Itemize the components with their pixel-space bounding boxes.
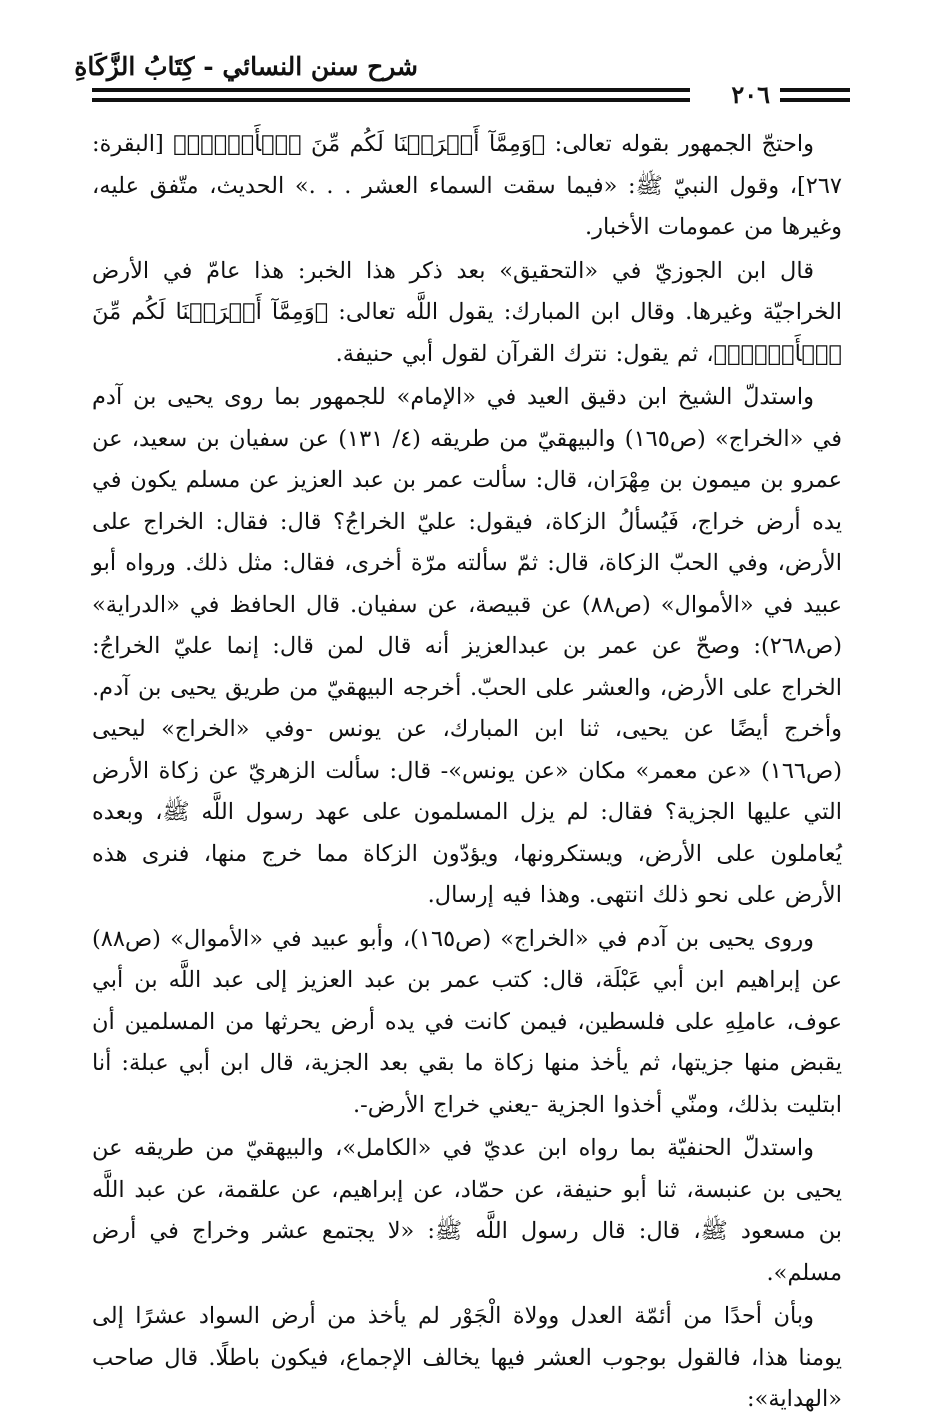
header-rule xyxy=(92,80,850,109)
paragraph-3: واستدلّ الشيخ ابن دقيق العيد في «الإمام» للجمهور بما روى يحيى بن آدم في «الخراج» (ص١٦٥) والبيهقيّ من طريقه (٤/ ١٣١) عن سفيان بن سعيد، عن عمرو بن ميمون بن مِهْرَان، قال: سألت عمر بن عبد العزيز عن مسلم يكون في يده أرض خراج، فَيُسألُ الزكاة، فيقول: عليّ الخراجُ؟ قال: فقال: الخراج على الأرض، وفي الحبّ الزكاة، قال: ثمّ سألته مرّة أخرى، فقال: مثل ذلك. ورواه أبو عبيد في «الأموال» (ص٨٨) عن قبيصة، عن سفيان. قال الحافظ في «الدراية» (ص٢٦٨): وصحّ عن عمر بن عبدالعزيز أنه قال لمن قال: إنما عليّ الخراجُ: الخراج على الأرض، والعشر على الحبّ. أخرجه البيهقيّ من طريق يحيى بن آدم. وأخرج أيضًا عن يحيى، ثنا ابن المبارك، عن يونس -وفي «الخراج» ليحيى (ص١٦٦) «عن معمر» مكان «عن يونس»- قال: سألت الزهريّ عن زكاة الأرض التي عليها الجزية؟ فقال: لم يزل المسلمون على عهد رسول اللَّه ﷺ، وبعده يُعاملون على الأرض، ويستكرونها، ويؤدّون الزكاة مما خرج منها، فنرى هذه الأرض على نحو ذلك انتهى. وهذا فيه إرسال. xyxy=(92,384,843,908)
header-rule-right-top xyxy=(780,88,850,92)
header-rule-left-top xyxy=(92,88,690,92)
paragraph-2: قال ابن الجوزيّ في «التحقيق» بعد ذكر هذا الخبر: هذا عامّ في الأرض الخراجيّة وغيرها. وقال ابن المبارك: يقول اللَّه تعالى: ﴿وَمِمَّآ أَخۡرَجۡنَا لَكُم مِّنَ ٱلۡأَرۡضِۖ﴾، ثم يقول: نترك القرآن لقول أبي حنيفة. xyxy=(92,257,842,367)
header-rule-left-bottom xyxy=(92,98,690,102)
paragraph-1: واحتجّ الجمهور بقوله تعالى: ﴿وَمِمَّآ أَخۡرَجۡنَا لَكُم مِّنَ ٱلۡأَرۡضِۖ﴾ [البقرة: ٢٦٧]، وقول النبيّ ﷺ: «فيما سقت السماء العشر . . .» الحديث، متّفق عليه، وغيرها من عمومات الأخبار. xyxy=(92,131,842,240)
paragraph-6: وبأن أحدًا من أئمّة العدل وولاة الْجَوْر لم يأخذ من أرض السواد عشرًا إلى يومنا هذا، فالقول بوجوب العشر فيها يخالف الإجماع، فيكون باطلًا. قال صاحب «الهداية»: xyxy=(92,1303,842,1412)
page-header-title: شرح سنن النسائي - كِتَابُ الزَّكَاةِ xyxy=(74,52,418,81)
paragraph-5: واستدلّ الحنفيّة بما رواه ابن عديّ في «الكامل»، والبيهقيّ من طريقه عن يحيى بن عنبسة، ثنا أبو حنيفة، عن حمّاد، عن إبراهيم، عن علقمة، عن عبد اللَّه بن مسعود ﷺ، قال: قال رسول اللَّه ﷺ: «لا يجتمع عشر وخراج في أرض مسلم». xyxy=(92,1135,842,1286)
paragraph-4: وروى يحيى بن آدم في «الخراج» (ص١٦٥)، وأبو عبيد في «الأموال» (ص٨٨) عن إبراهيم ابن أبي عَبْلَة، قال: كتب عمر بن عبد العزيز إلى عبد اللَّه بن أبي عوف، عاملِهِ على فلسطين، فيمن كانت في يده أرض يحرثها من المسلمين أن يقبض منها جزيتها، ثم يأخذ منها زكاة ما بقي بعد الجزية، قال ابن أبي عبلة: أنا ابتليت بذلك، ومنّي أخذوا الجزية -يعني خراج الأرض-. xyxy=(92,925,842,1118)
page-number: ٢٠٦ xyxy=(731,80,770,109)
header-rule-right-bottom xyxy=(780,98,850,102)
main-text xyxy=(92,124,842,1423)
